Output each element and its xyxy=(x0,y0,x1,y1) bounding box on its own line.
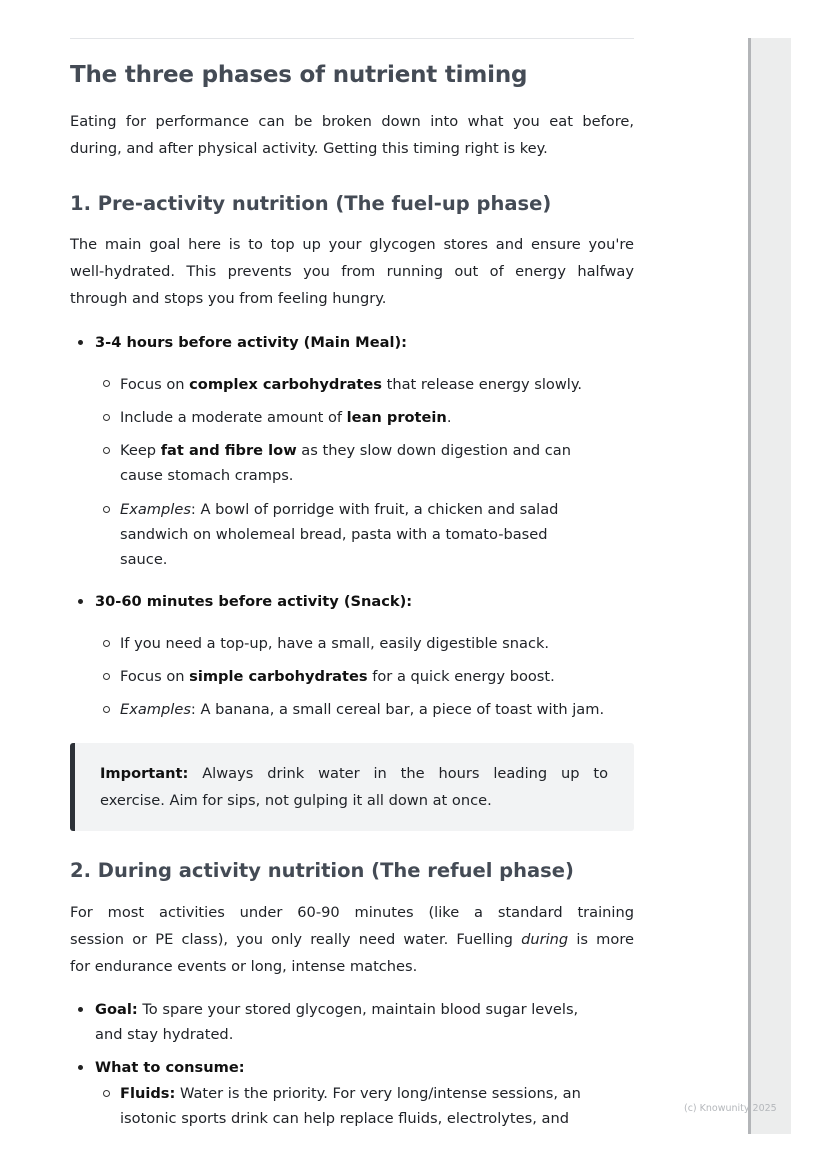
intro-line: during, and after physical activity. Getting this timing right is key. xyxy=(70,140,548,157)
section1-paragraph xyxy=(70,231,634,312)
sub-bullet-circle xyxy=(103,447,110,454)
bullet-main-meal: 3-4 hours before activity (Main Meal): xyxy=(95,334,407,351)
section2-line: for endurance events or long, intense matches. xyxy=(70,958,418,975)
sub-bullet-circle xyxy=(103,414,110,421)
sub-bullet-circle xyxy=(103,506,110,513)
callout-text xyxy=(100,760,608,814)
sub-item-fat-fibre: Keep fat and fibre low as they slow down digestion and can xyxy=(120,442,571,459)
bullet-goal-cont: and stay hydrated. xyxy=(95,1026,234,1043)
section2-paragraph xyxy=(70,899,634,980)
sub-item-lean-protein: Include a moderate amount of lean protein. xyxy=(120,409,452,426)
section2-line: For most activities under 60-90 minutes (like a standard training xyxy=(70,904,634,921)
watermark: (c) Knowunity 2025 xyxy=(684,1103,777,1114)
scrollbar-thumb[interactable] xyxy=(748,38,751,1134)
bullet-dot xyxy=(78,599,83,604)
sub-item-examples-cont: sauce. xyxy=(120,551,168,568)
section2-heading: 2. During activity nutrition (The refuel phase) xyxy=(70,859,574,882)
main-heading: The three phases of nutrient timing xyxy=(70,62,528,88)
section2-line: session or PE class), you only really need water. Fuelling during is more xyxy=(70,931,634,948)
sub-item-snack-examples: Examples: A banana, a small cereal bar, a piece of toast with jam. xyxy=(120,701,605,718)
sub-item-simple-carbs: Focus on simple carbohydrates for a quick energy boost. xyxy=(120,668,555,685)
sub-bullet-circle xyxy=(103,706,110,713)
sub-item-fluids: Fluids: Water is the priority. For very long/intense sessions, an xyxy=(120,1085,581,1102)
bullet-dot xyxy=(78,1007,83,1012)
sub-item-fluids-cont: isotonic sports drink can help replace fluids, electrolytes, and xyxy=(120,1110,569,1127)
sub-item-fat-fibre-cont: cause stomach cramps. xyxy=(120,467,294,484)
section1-line: through and stops you from feeling hungry. xyxy=(70,290,387,307)
sub-item-examples: Examples: A bowl of porridge with fruit, a chicken and salad xyxy=(120,501,559,518)
section1-line: The main goal here is to top up your glycogen stores and ensure you're xyxy=(70,236,634,253)
bullet-what-to-consume: What to consume: xyxy=(95,1059,245,1076)
bullet-dot xyxy=(78,340,83,345)
top-divider xyxy=(70,38,634,39)
sub-bullet-circle xyxy=(103,1090,110,1097)
callout-line: Important: Always drink water in the hours leading up to xyxy=(100,765,608,782)
section1-line: well-hydrated. This prevents you from running out of energy halfway xyxy=(70,263,634,280)
sub-item-top-up: If you need a top-up, have a small, easily digestible snack. xyxy=(120,635,550,652)
sub-item-examples-cont: sandwich on wholemeal bread, pasta with a tomato-based xyxy=(120,526,548,543)
section1-heading: 1. Pre-activity nutrition (The fuel-up phase) xyxy=(70,192,552,215)
bullet-dot xyxy=(78,1065,83,1070)
sub-bullet-circle xyxy=(103,380,110,387)
scrollbar-track[interactable] xyxy=(748,38,791,1134)
sub-item-complex-carbs: Focus on complex carbohydrates that release energy slowly. xyxy=(120,376,583,393)
page-top xyxy=(70,38,634,39)
sub-bullet-circle xyxy=(103,640,110,647)
sub-bullet-circle xyxy=(103,673,110,680)
intro-line: Eating for performance can be broken down into what you eat before, xyxy=(70,113,634,130)
callout-line: exercise. Aim for sips, not gulping it all down at once. xyxy=(100,792,492,809)
intro-paragraph xyxy=(70,108,634,162)
bullet-snack: 30-60 minutes before activity (Snack): xyxy=(95,593,413,610)
bullet-goal: Goal: To spare your stored glycogen, maintain blood sugar levels, xyxy=(95,1001,579,1018)
